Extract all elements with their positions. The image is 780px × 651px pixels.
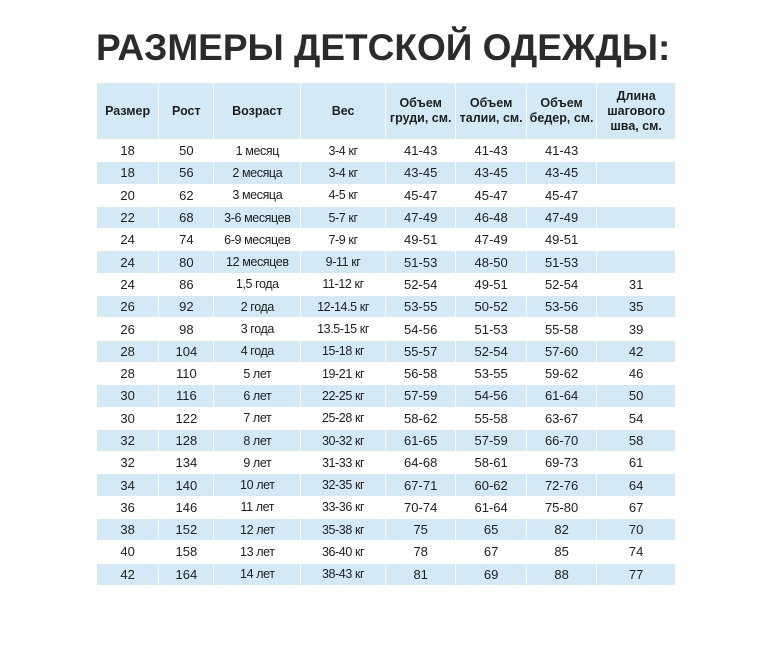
cell-age: 1 месяц (214, 140, 300, 161)
cell-chest: 58-62 (386, 408, 455, 429)
cell-waist: 60-62 (456, 474, 525, 495)
cell-age: 3-6 месяцев (214, 207, 300, 228)
cell-size: 42 (97, 564, 158, 585)
cell-inseam (597, 229, 675, 250)
cell-height: 146 (159, 497, 213, 518)
cell-hips: 57-60 (527, 341, 596, 362)
cell-size: 32 (97, 452, 158, 473)
cell-waist: 41-43 (456, 140, 525, 161)
cell-waist: 46-48 (456, 207, 525, 228)
cell-hips: 55-58 (527, 318, 596, 339)
cell-hips: 53-56 (527, 296, 596, 317)
cell-size: 22 (97, 207, 158, 228)
header-weight: Вес (301, 83, 385, 139)
cell-height: 164 (159, 564, 213, 585)
cell-inseam: 67 (597, 497, 675, 518)
cell-inseam (597, 207, 675, 228)
cell-inseam: 39 (597, 318, 675, 339)
cell-waist: 51-53 (456, 318, 525, 339)
cell-inseam: 46 (597, 363, 675, 384)
cell-age: 3 года (214, 318, 300, 339)
table-row (97, 229, 675, 250)
header-chest: Объем груди, см. (386, 83, 455, 139)
cell-inseam: 50 (597, 385, 675, 406)
cell-size: 34 (97, 474, 158, 495)
cell-waist: 48-50 (456, 251, 525, 272)
cell-height: 86 (159, 274, 213, 295)
cell-age: 6 лет (214, 385, 300, 406)
table-row (97, 541, 675, 562)
cell-size: 36 (97, 497, 158, 518)
cell-weight: 7-9 кг (301, 229, 385, 250)
cell-chest: 47-49 (386, 207, 455, 228)
cell-age: 13 лет (214, 541, 300, 562)
table-row (97, 363, 675, 384)
cell-weight: 35-38 кг (301, 519, 385, 540)
header-age: Возраст (214, 83, 300, 139)
cell-weight: 19-21 кг (301, 363, 385, 384)
cell-waist: 65 (456, 519, 525, 540)
cell-chest: 49-51 (386, 229, 455, 250)
cell-waist: 49-51 (456, 274, 525, 295)
cell-weight: 30-32 кг (301, 430, 385, 451)
cell-age: 8 лет (214, 430, 300, 451)
cell-age: 7 лет (214, 408, 300, 429)
cell-weight: 32-35 кг (301, 474, 385, 495)
cell-hips: 88 (527, 564, 596, 585)
cell-inseam: 35 (597, 296, 675, 317)
cell-size: 38 (97, 519, 158, 540)
cell-height: 128 (159, 430, 213, 451)
cell-waist: 53-55 (456, 363, 525, 384)
cell-size: 18 (97, 140, 158, 161)
cell-inseam (597, 140, 675, 161)
cell-height: 74 (159, 229, 213, 250)
cell-height: 98 (159, 318, 213, 339)
cell-waist: 47-49 (456, 229, 525, 250)
table-row (97, 474, 675, 495)
cell-age: 12 лет (214, 519, 300, 540)
cell-age: 3 месяца (214, 185, 300, 206)
cell-waist: 57-59 (456, 430, 525, 451)
cell-hips: 66-70 (527, 430, 596, 451)
cell-height: 110 (159, 363, 213, 384)
cell-weight: 22-25 кг (301, 385, 385, 406)
table-row (97, 385, 675, 406)
cell-hips: 59-62 (527, 363, 596, 384)
cell-height: 80 (159, 251, 213, 272)
cell-height: 104 (159, 341, 213, 362)
cell-hips: 49-51 (527, 229, 596, 250)
cell-inseam (597, 162, 675, 183)
header-height: Рост (159, 83, 213, 139)
table-row (97, 185, 675, 206)
cell-waist: 58-61 (456, 452, 525, 473)
cell-waist: 43-45 (456, 162, 525, 183)
table-row (97, 408, 675, 429)
cell-chest: 78 (386, 541, 455, 562)
cell-chest: 64-68 (386, 452, 455, 473)
cell-size: 26 (97, 318, 158, 339)
cell-weight: 5-7 кг (301, 207, 385, 228)
cell-weight: 25-28 кг (301, 408, 385, 429)
cell-age: 5 лет (214, 363, 300, 384)
cell-chest: 55-57 (386, 341, 455, 362)
cell-age: 2 месяца (214, 162, 300, 183)
cell-inseam: 31 (597, 274, 675, 295)
cell-chest: 43-45 (386, 162, 455, 183)
cell-height: 134 (159, 452, 213, 473)
cell-age: 1,5 года (214, 274, 300, 295)
table-row (97, 318, 675, 339)
table-row (97, 140, 675, 161)
cell-chest: 41-43 (386, 140, 455, 161)
cell-hips: 52-54 (527, 274, 596, 295)
cell-inseam: 42 (597, 341, 675, 362)
table-row (97, 274, 675, 295)
cell-weight: 11-12 кг (301, 274, 385, 295)
cell-chest: 75 (386, 519, 455, 540)
cell-waist: 54-56 (456, 385, 525, 406)
cell-weight: 31-33 кг (301, 452, 385, 473)
table-row (97, 519, 675, 540)
cell-height: 62 (159, 185, 213, 206)
cell-size: 20 (97, 185, 158, 206)
cell-size: 40 (97, 541, 158, 562)
table-row (97, 341, 675, 362)
cell-weight: 33-36 кг (301, 497, 385, 518)
cell-weight: 36-40 кг (301, 541, 385, 562)
cell-inseam: 58 (597, 430, 675, 451)
cell-hips: 41-43 (527, 140, 596, 161)
cell-hips: 43-45 (527, 162, 596, 183)
cell-chest: 45-47 (386, 185, 455, 206)
cell-hips: 51-53 (527, 251, 596, 272)
cell-age: 2 года (214, 296, 300, 317)
table-row (97, 564, 675, 585)
cell-hips: 72-76 (527, 474, 596, 495)
cell-size: 32 (97, 430, 158, 451)
cell-weight: 3-4 кг (301, 140, 385, 161)
cell-waist: 52-54 (456, 341, 525, 362)
page-title: РАЗМЕРЫ ДЕТСКОЙ ОДЕЖДЫ: (96, 27, 671, 68)
cell-size: 28 (97, 363, 158, 384)
cell-chest: 61-65 (386, 430, 455, 451)
cell-waist: 55-58 (456, 408, 525, 429)
cell-waist: 69 (456, 564, 525, 585)
table-row (97, 452, 675, 473)
cell-chest: 57-59 (386, 385, 455, 406)
cell-age: 11 лет (214, 497, 300, 518)
table-header-row (97, 83, 675, 139)
cell-inseam: 74 (597, 541, 675, 562)
table-row (97, 497, 675, 518)
header-hips: Объем бедер, см. (527, 83, 596, 139)
cell-age: 14 лет (214, 564, 300, 585)
cell-age: 6-9 месяцев (214, 229, 300, 250)
header-waist: Объем талии, см. (456, 83, 525, 139)
cell-size: 24 (97, 274, 158, 295)
size-chart-table (96, 82, 676, 586)
cell-inseam: 54 (597, 408, 675, 429)
cell-size: 28 (97, 341, 158, 362)
cell-chest: 52-54 (386, 274, 455, 295)
cell-height: 122 (159, 408, 213, 429)
cell-height: 116 (159, 385, 213, 406)
cell-waist: 61-64 (456, 497, 525, 518)
cell-inseam: 77 (597, 564, 675, 585)
cell-hips: 85 (527, 541, 596, 562)
cell-hips: 63-67 (527, 408, 596, 429)
cell-inseam (597, 251, 675, 272)
table-row (97, 251, 675, 272)
cell-size: 30 (97, 408, 158, 429)
cell-weight: 15-18 кг (301, 341, 385, 362)
cell-inseam: 64 (597, 474, 675, 495)
cell-hips: 69-73 (527, 452, 596, 473)
cell-size: 24 (97, 229, 158, 250)
cell-chest: 70-74 (386, 497, 455, 518)
cell-height: 56 (159, 162, 213, 183)
cell-chest: 54-56 (386, 318, 455, 339)
cell-age: 10 лет (214, 474, 300, 495)
table-body (97, 140, 675, 585)
cell-size: 30 (97, 385, 158, 406)
cell-weight: 12-14.5 кг (301, 296, 385, 317)
cell-inseam (597, 185, 675, 206)
cell-height: 92 (159, 296, 213, 317)
cell-height: 50 (159, 140, 213, 161)
table-row (97, 162, 675, 183)
cell-chest: 81 (386, 564, 455, 585)
cell-height: 152 (159, 519, 213, 540)
cell-hips: 82 (527, 519, 596, 540)
cell-hips: 61-64 (527, 385, 596, 406)
cell-size: 26 (97, 296, 158, 317)
table-row (97, 207, 675, 228)
cell-age: 9 лет (214, 452, 300, 473)
cell-weight: 38-43 кг (301, 564, 385, 585)
cell-chest: 56-58 (386, 363, 455, 384)
cell-size: 24 (97, 251, 158, 272)
cell-waist: 67 (456, 541, 525, 562)
header-size: Размер (97, 83, 158, 139)
cell-age: 4 года (214, 341, 300, 362)
cell-age: 12 месяцев (214, 251, 300, 272)
cell-weight: 9-11 кг (301, 251, 385, 272)
cell-height: 68 (159, 207, 213, 228)
cell-hips: 45-47 (527, 185, 596, 206)
cell-waist: 50-52 (456, 296, 525, 317)
cell-hips: 47-49 (527, 207, 596, 228)
cell-height: 158 (159, 541, 213, 562)
header-inseam: Длина шагового шва, см. (597, 83, 675, 139)
cell-waist: 45-47 (456, 185, 525, 206)
table-row (97, 430, 675, 451)
cell-weight: 4-5 кг (301, 185, 385, 206)
cell-weight: 3-4 кг (301, 162, 385, 183)
cell-chest: 51-53 (386, 251, 455, 272)
cell-inseam: 61 (597, 452, 675, 473)
cell-weight: 13.5-15 кг (301, 318, 385, 339)
table-row (97, 296, 675, 317)
cell-height: 140 (159, 474, 213, 495)
cell-chest: 53-55 (386, 296, 455, 317)
cell-hips: 75-80 (527, 497, 596, 518)
cell-size: 18 (97, 162, 158, 183)
cell-inseam: 70 (597, 519, 675, 540)
cell-chest: 67-71 (386, 474, 455, 495)
